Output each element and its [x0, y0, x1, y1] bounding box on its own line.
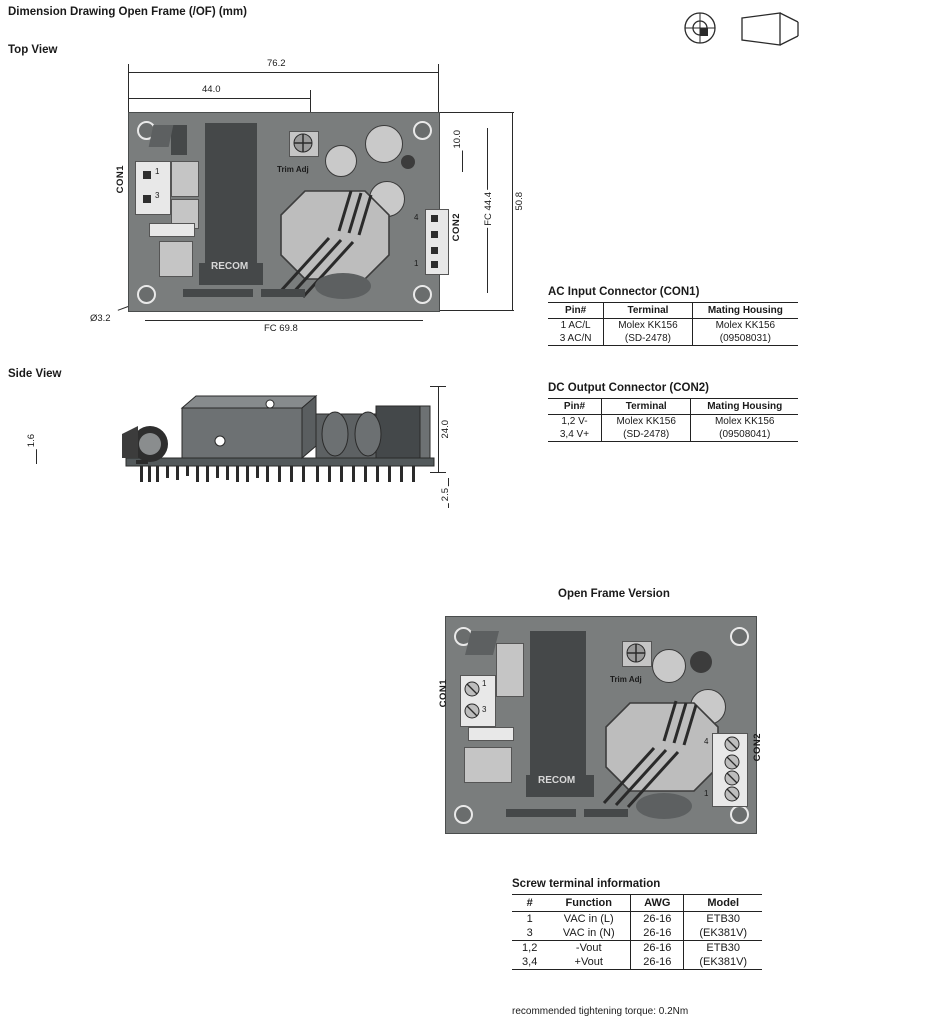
- torque-note: recommended tightening torque: 0.2Nm: [512, 1006, 689, 1017]
- dim-line-24-0: [438, 386, 439, 472]
- dim-label-76-2: 76.2: [267, 58, 286, 69]
- brand-label: RECOM: [538, 775, 576, 786]
- capacitor-small: [690, 651, 712, 673]
- cell-awg: 26-16: [631, 955, 684, 970]
- col-header-function: Function: [547, 895, 630, 912]
- dim-ext-top-24-0: [430, 386, 446, 387]
- con1-pin-3: [143, 195, 151, 203]
- mounting-hole: [413, 121, 432, 140]
- cell-model: (EK381V): [684, 926, 762, 941]
- component-block: [149, 223, 195, 237]
- capacitor: [325, 145, 357, 177]
- col-header-pin: Pin#: [548, 399, 601, 415]
- cell-num: 3,4: [512, 955, 547, 970]
- component-strip: [584, 809, 628, 817]
- component-block: [315, 273, 371, 299]
- cell-num: 3: [512, 926, 547, 941]
- col-header-model: Model: [684, 895, 762, 912]
- dim-label-1-6: 1.6: [26, 434, 37, 448]
- screw-table-title: Screw terminal information: [512, 878, 661, 890]
- dim-line-50-8: [512, 112, 513, 310]
- dim-ext-bot-50-8: [440, 310, 514, 311]
- col-header-num: #: [512, 895, 547, 912]
- dim-label-2-5: 2.5: [440, 488, 451, 502]
- dim-line-44-0: [128, 98, 310, 99]
- cell-function: VAC in (L): [563, 913, 614, 925]
- capacitor-small: [401, 155, 415, 169]
- component-block: [159, 241, 193, 277]
- con2-pin-2: [431, 247, 438, 254]
- circle-symbol-icon: [680, 8, 720, 48]
- component-block: [171, 125, 187, 155]
- con1-pin-bottom-label: 3: [155, 191, 160, 200]
- mounting-hole: [137, 285, 156, 304]
- component-strip: [261, 289, 305, 297]
- con2-pin-4: [431, 215, 438, 222]
- dim-ext-right-44-0: [310, 90, 311, 114]
- brand-label: RECOM: [211, 261, 249, 272]
- cell-model: (EK381V): [684, 955, 762, 970]
- capacitor: [365, 125, 403, 163]
- screw-terminal-table: [512, 878, 762, 970]
- component-strip: [183, 289, 253, 297]
- con2-pin-top-label: 4: [414, 213, 419, 222]
- cell-mating-housing: (09508031): [692, 332, 798, 346]
- component-block: [171, 161, 199, 197]
- con2-label: CON2: [752, 733, 763, 762]
- col-header-terminal: Terminal: [601, 399, 690, 415]
- mounting-hole: [730, 627, 749, 646]
- con1-screw-icon: [460, 675, 494, 725]
- col-header-mating-housing: Mating Housing: [691, 399, 798, 415]
- component-block: [636, 793, 692, 819]
- col-header-awg: AWG: [631, 895, 684, 912]
- con1-pin-top-label: 1: [155, 167, 160, 176]
- cell-awg: 26-16: [631, 912, 684, 927]
- dim-ext-right-76-2: [438, 64, 439, 114]
- col-header-pin: Pin#: [548, 303, 604, 319]
- cell-function: +Vout: [547, 955, 630, 970]
- cell-mating-housing: Molex KK156: [692, 319, 798, 333]
- table-row: [548, 319, 798, 333]
- dim-ext-top-50-8: [440, 112, 514, 113]
- table-row: [512, 955, 762, 970]
- cell-pin: 1 AC/L: [560, 320, 591, 331]
- dim-label-fc-44-4: FC 44.4: [483, 192, 494, 226]
- con2-pin-1: [431, 261, 438, 268]
- table-row: [512, 926, 762, 941]
- con1-pin-top-label: 1: [482, 679, 487, 688]
- trim-adj-icon: [289, 131, 317, 155]
- open-frame-version-label: Open Frame Version: [558, 588, 670, 600]
- ac-input-connector-table: [548, 286, 798, 346]
- cell-terminal: (SD-2478): [601, 428, 690, 442]
- cell-num: 1: [526, 913, 533, 925]
- cell-pin: 3,4 V+: [548, 428, 601, 442]
- transformer-block: [530, 631, 586, 779]
- cell-mating-housing: (09508041): [691, 428, 798, 442]
- cell-mating-housing: Molex KK156: [691, 415, 798, 429]
- side-view-label: Side View: [8, 368, 62, 380]
- cell-awg: 26-16: [631, 926, 684, 941]
- con2-pin-bottom-label: 1: [414, 259, 419, 268]
- con1-label: CON1: [115, 165, 126, 194]
- con1-label: CON1: [438, 679, 449, 708]
- mounting-hole: [730, 805, 749, 824]
- dim-line-76-2: [128, 72, 438, 73]
- dim-label-24-0: 24.0: [440, 420, 451, 439]
- pcb-side-view-diagram: [120, 386, 440, 506]
- dc-output-connector-table: [548, 382, 798, 442]
- table-row: [548, 428, 798, 442]
- pcb-open-frame-diagram: [438, 616, 763, 834]
- con2-pin-3: [431, 231, 438, 238]
- dim-label-44-0: 44.0: [202, 84, 221, 95]
- cell-num: 1,2: [522, 942, 538, 954]
- dim-label-hole-diameter: Ø3.2: [90, 313, 111, 324]
- con2-label: CON2: [451, 213, 462, 242]
- capacitor: [652, 649, 686, 683]
- col-header-mating-housing: Mating Housing: [692, 303, 798, 319]
- cell-pin: 1,2 V-: [561, 416, 588, 427]
- page-title: Dimension Drawing Open Frame (/OF) (mm): [8, 6, 247, 18]
- trim-adj-icon: [622, 641, 650, 665]
- transformer-block: [205, 123, 257, 265]
- component-block: [496, 643, 524, 697]
- dim-line-fc-69-8: [145, 320, 423, 321]
- component-block: [465, 631, 499, 655]
- cell-function: -Vout: [575, 942, 602, 954]
- dim-ext-bot-24-0: [430, 472, 446, 473]
- trim-adj-label: Trim Adj: [277, 165, 309, 174]
- cell-model: ETB30: [684, 941, 762, 956]
- table-row: [512, 941, 762, 956]
- trim-adj-label: Trim Adj: [610, 675, 642, 684]
- con2-pin-top-label: 4: [704, 737, 709, 746]
- cell-terminal: (SD-2478): [604, 332, 692, 346]
- dim-label-fc-69-8: FC 69.8: [264, 323, 298, 334]
- con1-pin-1: [143, 171, 151, 179]
- dim-label-50-8: 50.8: [514, 192, 525, 211]
- con1-pin-bottom-label: 3: [482, 705, 487, 714]
- cell-pin: 3 AC/N: [548, 332, 604, 346]
- cell-model: ETB30: [684, 912, 762, 927]
- con2-pin-bottom-label: 1: [704, 789, 709, 798]
- dim-label-10-0: 10.0: [452, 130, 463, 149]
- component-strip: [506, 809, 576, 817]
- trapezoid-symbol-icon: [740, 12, 800, 46]
- con1-connector: [135, 161, 171, 215]
- mounting-hole: [454, 805, 473, 824]
- ac-input-table-title: AC Input Connector (CON1): [548, 286, 700, 298]
- dc-output-table-title: DC Output Connector (CON2): [548, 382, 709, 394]
- cell-terminal: Molex KK156: [604, 319, 692, 333]
- top-view-label: Top View: [8, 44, 58, 56]
- component-block: [464, 747, 512, 783]
- component-block: [149, 125, 174, 147]
- component-block: [468, 727, 514, 741]
- cell-terminal: Molex KK156: [601, 415, 690, 429]
- mounting-hole: [413, 285, 432, 304]
- cell-awg: 26-16: [631, 941, 684, 956]
- dim-ext-left-76-2: [128, 64, 129, 114]
- table-row: [548, 332, 798, 346]
- col-header-terminal: Terminal: [604, 303, 692, 319]
- table-row: [548, 415, 798, 429]
- table-row: [512, 912, 762, 927]
- cell-function: VAC in (N): [547, 926, 630, 941]
- con2-screw-icon: [712, 733, 746, 805]
